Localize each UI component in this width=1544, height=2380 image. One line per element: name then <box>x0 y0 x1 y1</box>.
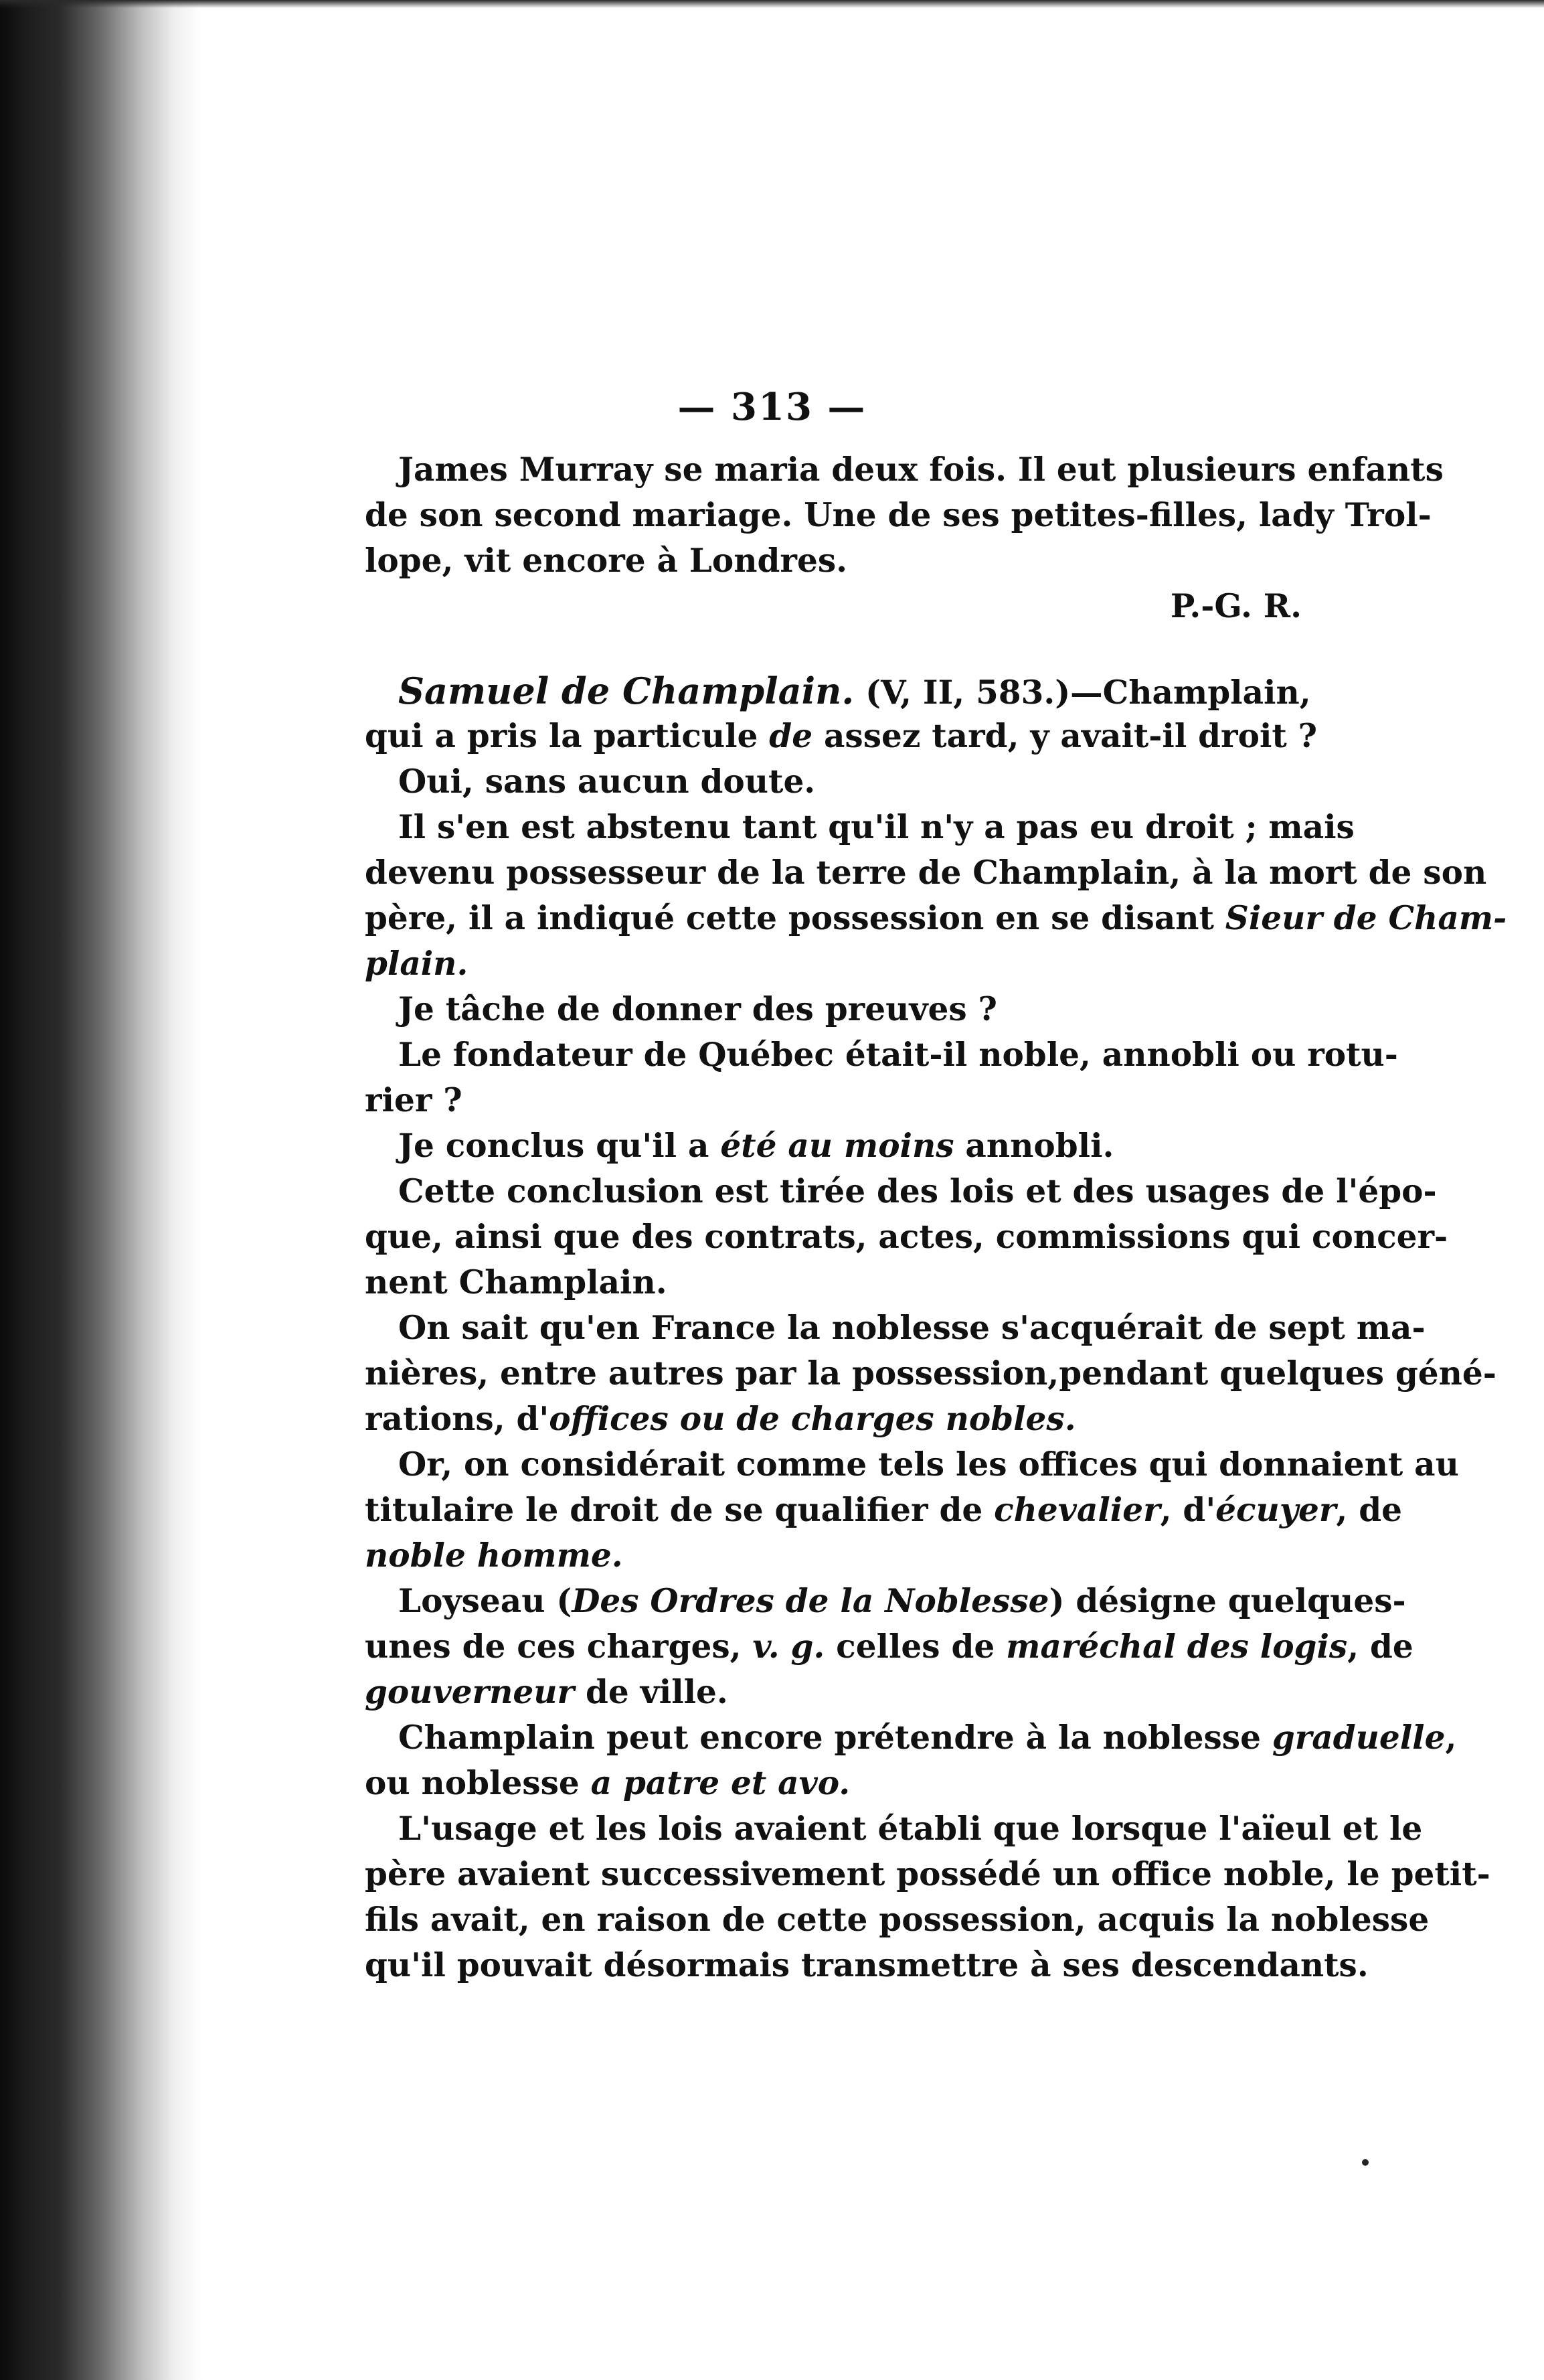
scan-speck <box>1362 2159 1369 2166</box>
text-run: Loyseau ( <box>398 1582 572 1620</box>
text-run: de ville. <box>574 1673 728 1711</box>
paragraph-10-line-2 <box>365 1761 1308 1806</box>
answer-line: Oui, sans aucun doute. <box>398 763 816 801</box>
paragraph-11-line-2: père avaient successivement possédé un office noble, le petit- <box>365 1855 1490 1893</box>
intro-line-2: de son second mariage. Une de ses petites-filles, lady Trol- <box>365 496 1432 534</box>
text-run: celles de <box>825 1628 1007 1666</box>
text-run-italic: chevalier <box>994 1491 1161 1529</box>
paragraph-2-line-4: plain. <box>365 945 468 983</box>
text-run-italic: v. g. <box>752 1628 825 1666</box>
text-run-italic: offices ou de charges nobles. <box>549 1400 1076 1438</box>
article-title: Samuel de Champlain. <box>398 669 855 712</box>
paragraph-2-line-3 <box>365 896 1507 941</box>
section-gap <box>365 629 1308 668</box>
paragraph-4-line-2: rier ? <box>365 1081 462 1119</box>
text-run-italic: Des Ordres de la Noblesse <box>572 1582 1049 1620</box>
paragraph-10-line-1 <box>365 1715 1457 1761</box>
text-run: titulaire le droit de se qualifier de <box>365 1491 995 1529</box>
text-run: , <box>1445 1719 1457 1757</box>
paragraph-11-line-3: fils avait, en raison de cette possession, acquis la noblesse <box>365 1901 1430 1939</box>
paragraph-4-line-1: Le fondateur de Québec était-il noble, annobli ou rotu- <box>398 1036 1398 1074</box>
text-run: annobli. <box>954 1127 1114 1165</box>
text-run: Je conclus qu'il a <box>398 1127 721 1165</box>
paragraph-6-line-1: Cette conclusion est tirée des lois et des usages de l'épo- <box>398 1172 1437 1210</box>
text-run-italic: écuyer <box>1215 1491 1337 1529</box>
paragraph-11-line-1: L'usage et les lois avaient établi que lorsque l'aïeul et le <box>398 1810 1423 1848</box>
paragraph-7-line-3 <box>365 1397 1308 1442</box>
text-run: , d' <box>1160 1491 1216 1529</box>
text-run: père, il a indiqué cette possession en se disant <box>365 899 1225 937</box>
article-reference: (V, II, 583.)—Champlain, <box>865 673 1311 712</box>
text-run: qui a pris la particule <box>365 717 770 755</box>
page-body <box>365 447 1507 1988</box>
text-run: , de <box>1347 1628 1413 1666</box>
paragraph-7-line-1: On sait qu'en France la noblesse s'acquérait de sept ma- <box>398 1309 1426 1347</box>
paragraph-9-line-2 <box>365 1624 1413 1670</box>
text-run: Champlain peut encore prétendre à la noblesse <box>398 1719 1272 1757</box>
scanned-top-edge <box>0 0 1544 8</box>
text-run: , de <box>1336 1491 1402 1529</box>
paragraph-5 <box>365 1123 1308 1169</box>
paragraph-6-line-2: que, ainsi que des contrats, actes, commissions qui concer- <box>365 1218 1448 1256</box>
text-run: ou noblesse <box>365 1764 591 1802</box>
text-run: assez tard, y avait-il droit ? <box>812 717 1318 755</box>
paragraph-6-line-3: nent Champlain. <box>365 1263 667 1301</box>
paragraph-2-line-2: devenu possesseur de la terre de Champlain, à la mort de son <box>365 854 1487 892</box>
text-run: rations, d' <box>365 1400 549 1438</box>
paragraph-9-line-3 <box>365 1670 1308 1715</box>
text-run-italic: graduelle <box>1272 1719 1446 1757</box>
scanned-binding-edge <box>0 0 201 2380</box>
text-run-italic: maréchal des logis <box>1006 1628 1348 1666</box>
question-line-2 <box>365 714 1318 759</box>
paragraph-3: Je tâche de donner des preuves ? <box>398 990 997 1028</box>
paragraph-2-line-1: Il s'en est abstenu tant qu'il n'y a pas eu droit ; mais <box>398 808 1355 846</box>
signature: P.-G. R. <box>1170 587 1302 625</box>
text-run-italic: gouverneur <box>365 1673 575 1711</box>
text-run: unes de ces charges, <box>365 1628 753 1666</box>
intro-line-3: lope, vit encore à Londres. <box>365 542 848 580</box>
paragraph-8-line-3: noble homme. <box>365 1536 623 1575</box>
paragraph-11-line-4: qu'il pouvait désormais transmettre à ses descendants. <box>365 1946 1369 1984</box>
page-number: — 313 — <box>677 385 867 429</box>
intro-line-1: James Murray se maria deux fois. Il eut plusieurs enfants <box>398 451 1444 489</box>
text-run-italic: de <box>769 717 813 755</box>
article-heading <box>365 668 1311 714</box>
text-run-italic: a patre et avo. <box>590 1764 851 1802</box>
paragraph-7-line-2: nières, entre autres par la possession,pendant quelques géné- <box>365 1354 1496 1393</box>
text-run-italic: Sieur de Cham- <box>1225 899 1507 937</box>
paragraph-8-line-1: Or, on considérait comme tels les offices qui donnaient au <box>398 1445 1459 1484</box>
paragraph-8-line-2 <box>365 1488 1402 1533</box>
text-run: ) désigne quelques- <box>1049 1582 1406 1620</box>
text-run-italic: été au moins <box>720 1127 954 1165</box>
paragraph-9-line-1 <box>365 1579 1406 1624</box>
